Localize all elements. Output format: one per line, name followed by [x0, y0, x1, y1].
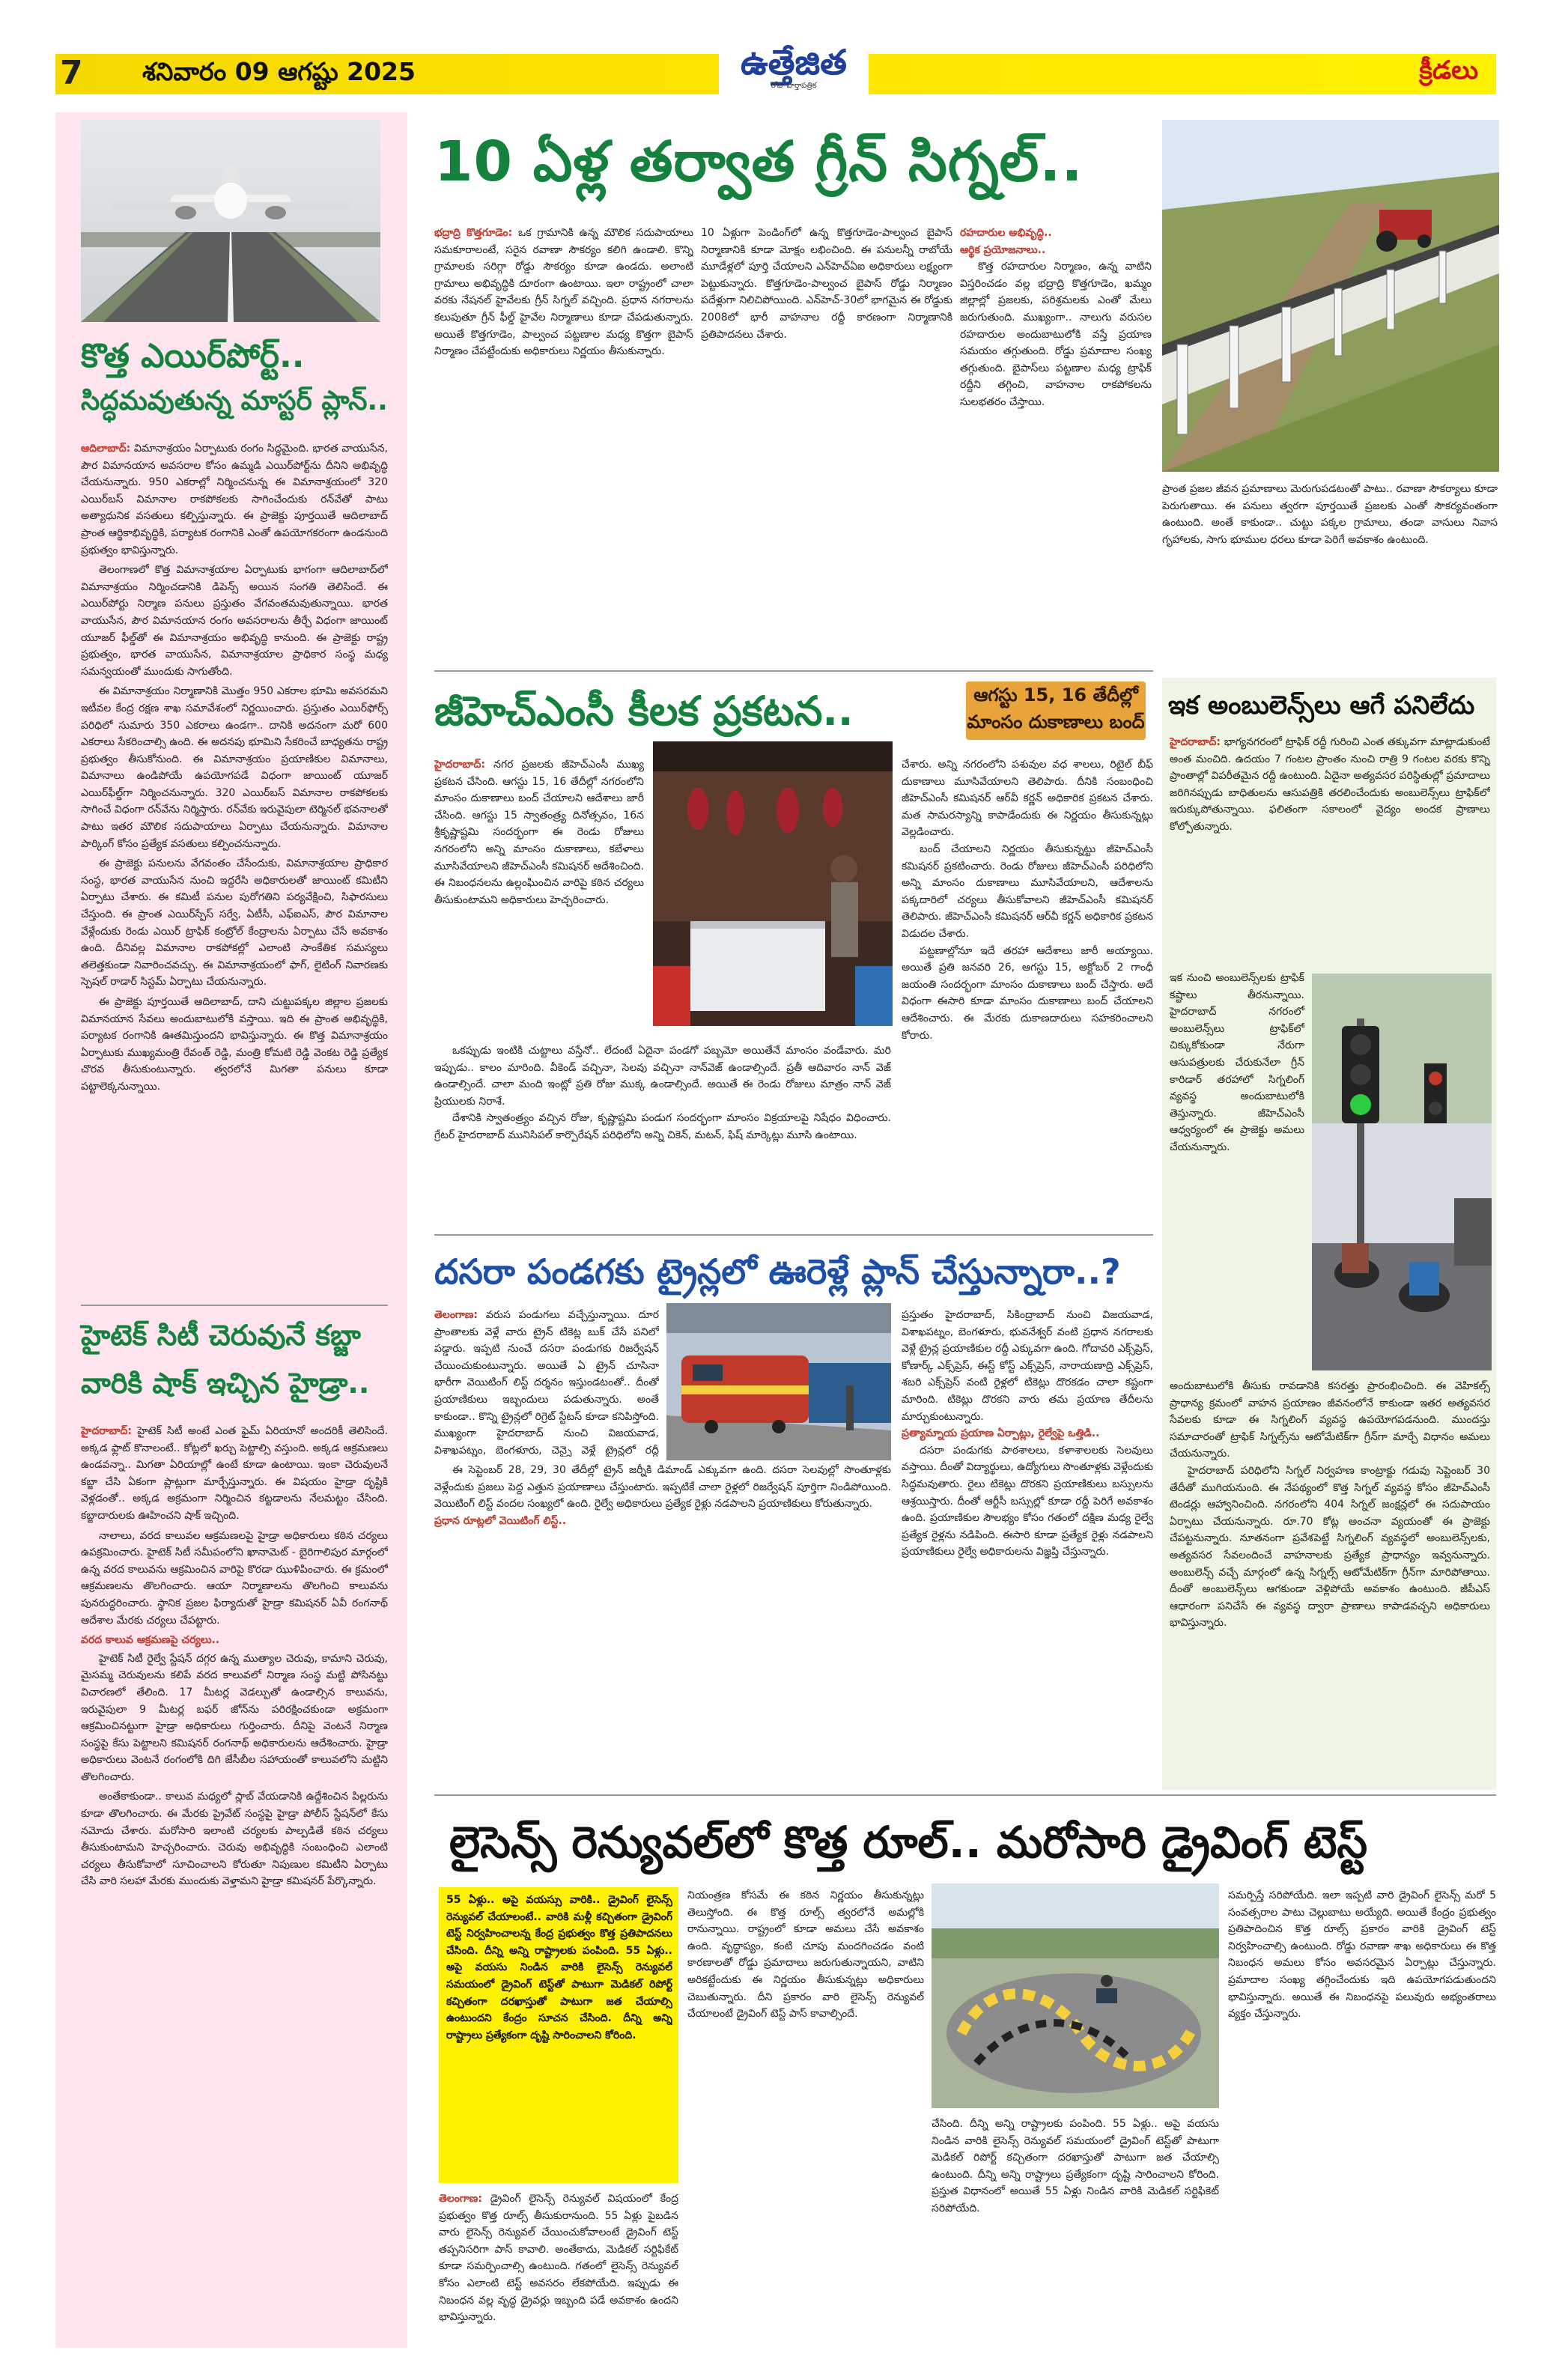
- ambulance-para-1: [1170, 734, 1490, 836]
- hydra-article: [81, 1423, 388, 2340]
- ghmc-para-5: బంద్ చేయాలని నిర్ణయం తీసుకున్నట్టు జీహెచ్ఎంసీ కమిషనర్ ప్రకటించారు. రెండు రోజులు జీహెచ్ఎంసీ పరిధిలోని అన్ని మాంసం దుకాణాలు మూసివేయాలని, ఆదేశాలను పక్కదారిలో చర్యలు తీసుకోవాలని జీహెచ్ఎంసీ కమిషనర్ తెలిపారు. జీహెచ్ఎంసీ కమిషనర్ ఆర్‌వీ కర్ణన్ అధికారిక ప్రకటన విడుదల చేశారు.: [902, 843, 1153, 940]
- license-col-2: [687, 1887, 924, 2348]
- license-col-3: [932, 2116, 1219, 2348]
- airport-headline-line1: కొత్త ఎయిర్‌పోర్ట్..: [81, 337, 305, 375]
- green-col-4: [1162, 481, 1498, 661]
- bridge-photo: [1162, 120, 1499, 472]
- ambulance-col-top: [1170, 734, 1490, 966]
- dasara-subhead: ప్రధాన రూట్లలో వెయిటింగ్ లిస్ట్..: [434, 1514, 567, 1527]
- green-para-1: [434, 225, 693, 360]
- dasara-para-4: దసరా పండుగకు పాఠశాలలు, కళాశాలలకు సెలవులు వస్తాయి. దీంతో విద్యార్థులు, ఉద్యోగులు సొంతూళ్లకు వెళ్లేందుకు సిద్ధమవుతారు. రైలు టికెట్లు దొరకని ప్రయాణికులు బస్సులను ఆశ్రయిస్తారు. దీంతో ఆర్టీసీ బస్సుల్లో కూడా రద్దీ పెరిగే అవకాశం ఉంది. ప్రయాణికుల సౌలభ్యం కోసం గతంలో దక్షిణ మధ్య రైల్వే ప్రత్యేక రైళ్లను నడిపింది. ఈసారి కూడా ప్రత్యేక రైళ్లు నడపాలని ప్రయాణికులు రైల్వే అధికారులను విజ్ఞప్తి చేస్తున్నారు.: [902, 1444, 1153, 1558]
- ghmc-para-2: ఒకప్పుడు ఇంటికి చుట్టాలు వస్తేనో.. లేదంటే ఏదైనా పండగో పబ్బమో అయితేనే మాంసం వండేవారు. మరి ఇప్పుడు.. కాలం మారింది. వీకెండ్ వచ్చినా, సెలవు వచ్చినా నాన్‌వెజ్ ఉండాల్సిందే. ప్రతీ ఆదివారం నాన్ వెజ్ ఉండాల్సిందే. చాలా మంది ఇంట్లో ప్రతి రోజు ముక్క ఉండాల్సిందే. అయితే ఈ రెండు రోజులు మాత్రం నాన్ వెజ్ ప్రియులకు నిరాశే.: [434, 1045, 891, 1108]
- green-para-2: 10 ఏళ్లుగా పెండింగ్‌లో ఉన్న కొత్తగూడెం-పాల్వంచ బైపాస్ నిర్మాణానికి కూడా మోక్షం లభించింది. ఈ పనులన్నీ రాబోయే మూడేళ్లలో పూర్తి చేయాలని ఎన్‌హెచ్‌ఏఐ అధికారులు లక్ష్యంగా పెట్టుకున్నారు. కొత్తగూడెం-పాల్వంచ బైపాస్ రోడ్డు నిర్మాణం పదేళ్లుగా నిలిచిపోయింది. ఎన్‌హెచ్-30లో భాగమైన ఈ రోడ్డుకు 2008లో భారీ వాహనాల రద్దీ కారణంగా నిర్మాణానికి ప్రతిపాదనలు చేశారు.: [701, 227, 952, 341]
- dasara-col-2: [902, 1307, 1153, 1771]
- license-highlight: [446, 1892, 672, 2180]
- ghmc-para-3: దేశానికి స్వాతంత్ర్యం వచ్చిన రోజు, కృష్ణాష్టమి పండుగ సందర్భంగా మాంసం విక్రయాలపై నిషేధం విధించారు. గ్రేటర్ హైదరాబాద్ మునిసిపల్ కార్పొరేషన్ పరిధిలోని అన్ని చికెన్, మటన్, ఫిష్ మార్కెట్లు మూసి ఉంటాయి.: [434, 1112, 891, 1141]
- driving-test-track-image: [932, 1883, 1219, 2108]
- meat-shop-image: [653, 741, 893, 1026]
- hydra-body-1: హైటెక్ సిటీ అంటే ఎంత ఫైమ్ ఏరియానో అందరికీ తెలిసిందే. అక్కడ ఫ్లాట్ కొనాలంటే.. కోట్లలో ఖర్చు పెట్టాల్సి వస్తుంది. అక్కడ ఆక్రమణలు ఉండవన్నా.. మిగతా ఏరియాల్లో ఉంటే కూడా ఉంటాయి. ఇంకా చెరువులనే కబ్జా చేసి ఏకంగా ప్లాట్లుగా మార్చేస్తున్నారు. ఈ విషయం హైడ్రా దృష్టికి వెళ్లడంతో.. అక్కడ అక్రమంగా నిర్మించిన కట్టడాలను నేలమట్టం చేసింది. కబ్జాదారులకు ఊహించని షాక్ ఇచ్చింది.: [81, 1425, 388, 1522]
- ambulance-col-mid: [1170, 970, 1304, 1374]
- ghmc-col-2: [902, 756, 1153, 1228]
- airplane-runway-image: [81, 120, 380, 322]
- logo-title: ఉత్తేజిత: [741, 42, 847, 82]
- green-col-3: [960, 225, 1152, 667]
- divider-dasara-license: [434, 1794, 1496, 1796]
- hydra-headline-line1: హైటెక్ సిటీ చెరువునే కబ్జా: [81, 1319, 361, 1352]
- hydra-para-2: నాలాలు, వరద కాలువల ఆక్రమణలపై హైడ్రా అధికారులు కఠిన చర్యలు ఉపక్రమించారు. హైటెక్ సిటీ సమీపంలోని ఖానామెట్ - బైరిగాలిపుర మార్గంలో ఉన్న వరద కాలువను ఆక్రమించిన వారిపై కొరడా ఝుళిపించారు. ఈ క్రమంలో ఆక్రమణలను తొలగించారు. ఆయా నిర్మాణాలను తొలగించి కాలువను పునరుద్ధరించారు. స్థానిక ప్రజల ఫిర్యాదుతో హైడ్రా కమిషనర్ ఏవీ రంగనాథ్ ఆదేశాల మేరకు చర్యలు చేపట్టారు.: [81, 1529, 388, 1627]
- green-para-3: కొత్త రహదారుల నిర్మాణం, ఉన్న వాటిని విస్తరించడం వల్ల భద్రాద్రి కొత్తగూడెం, ఖమ్మం జిల్లాల్లో ప్రజలకు, పరిశ్రమలకు ఎంతో మేలు జరుగుతుంది. ముఖ్యంగా.. నాలుగు వరుసల రహదారుల అందుబాటులోకి వస్తే ప్రయాణ సమయం తగ్గుతుంది. రోడ్డు ప్రమాదాల సంఖ్య తగ్గుతుంది. బైపాస్‌లు పట్టణాల మధ్య ట్రాఫిక్ రద్దీని తగ్గించి, వాహనాల రాకపోకలను సులభతరం చేస్తాయి.: [960, 261, 1152, 408]
- ambulance-para-4: హైదరాబాద్ పరిధిలోని సిగ్నల్ నిర్వహణ కాంట్రాక్టు గడువు సెప్టెంబర్ 30 తేదీతో ముగియనుంది. ఈ నేపథ్యంలో కొత్త సిగ్నల్ వ్యవస్థ కోసం జీహెచ్ఎంసీ టెండర్లు ఆహ్వానించింది. నగరంలోని 404 సిగ్నల్ జంక్షన్లలో ఈ సదుపాయం ఏర్పాటు చేయనున్నారు. రూ.70 కోట్ల అంచనా వ్యయంతో ఈ ప్రాజెక్టు చేపట్టనున్నారు. నూతనంగా ప్రవేశపెట్టే సిగ్నలింగ్ వ్యవస్థలో అంబులెన్స్‌లకు, అత్యవసర సేవలందించే వాహనాలకు ప్రత్యేక ప్రాధాన్యం ఇవ్వనున్నారు. అంబులెన్స్ వచ్చే మార్గంలో ఉన్న సిగ్నల్స్ ఆటోమేటిక్‌గా గ్రీన్‌గా మారిపోతాయి. దీంతో అంబులెన్స్‌లు ఆగకుండా వెళ్లిపోయే అవకాశం ఉంటుంది. జీపీఎస్ ఆధారంగా పనిచేసే ఈ వ్యవస్థ ద్వారా ప్రాణాలు కాపాడవచ్చని అధికారులు భావిస్తున్నారు.: [1170, 1464, 1490, 1630]
- green-body-1: ఒక గ్రామానికి ఉన్న మౌలిక సదుపాయాలు సమకూరాలంటే, సరైన రవాణా సౌకర్యం కలిగి ఉండాలి. కొన్ని గ్రామాలకు సరిగ్గా రోడ్డు సౌకర్యం కూడా ఉండదు. అలాంటి గ్రామాలు అభివృద్ధికి దూరంగా ఉంటాయి. ఇలా రాష్ట్రంలో చాలా వరకు నేషనల్ హైవేలకు గ్రీన్ సిగ్నల్ వచ్చింది. ప్రధాన నగరాలను కలుపుతూ గ్రీన్ ఫీల్డ్ హైవేల నిర్మాణాలు కూడా చేపడుతున్నారు. అయితే కొత్తగూడెం, పాల్వంచ పట్టణాల మధ్య కొత్తగా బైపాస్ నిర్మాణం చేపట్టేందుకు అధికారులు నిర్ణయం తీసుకున్నారు.: [434, 227, 693, 358]
- green-dateline: భద్రాద్రి కొత్తగూడెం:: [434, 227, 513, 239]
- dasara-col-1-top: [434, 1307, 659, 1457]
- license-headline: లైసెన్స్ రెన్యువల్‌లో కొత్త రూల్.. మరోసారి డ్రైవింగ్ టెస్ట్: [449, 1817, 1368, 1868]
- license-highlight-text: 55 ఏళ్లు.. అపై వయస్సు వారికి.. డ్రైవింగ్ లైసెన్స్ రెన్యువల్ చేయాలంటే.. వారికి మళ్లీ కచ్చితంగా డ్రైవింగ్ టెస్ట్ నిర్వహించాలన్న కేంద్ర ప్రభుత్వం కొత్త ప్రతిపాదనలు చేసింది. దీన్ని అన్ని రాష్ట్రాలకు పంపింది. 55 ఏళ్లు.. అపై వయసు నిండిన వారికి లైసెన్స్ రెన్యువల్ సమయంలో డ్రైవింగ్ టెస్ట్‌తో పాటుగా మెడికల్ రిపోర్ట్ కచ్చితంగా దరఖాస్తుతో పాటుగా జత చేయాల్సి ఉంటుందని కేంద్రం సూచన చేసింది. దీన్ని అన్ని రాష్ట్రాలు ప్రత్యేకంగా దృష్టి సారించాలని కోరింది.: [446, 1894, 672, 2041]
- dasara-para-2: ఈ సెప్టెంబర్ 28, 29, 30 తేదీల్లో ట్రైన్ జర్నీకి డిమాండ్ ఎక్కువగా ఉంది. దసరా సెలవుల్లో సొంతూళ్లకు వెళ్లేందుకు ప్రజలు పెద్ద ఎత్తున ప్రయాణాలు చేస్తుంటారు. ఇప్పటికే చాలా రైళ్లలో రిజర్వేషన్ పూర్తిగా నిండిపోయింది. వెయిటింగ్ లిస్ట్ వందల సంఖ్యలో ఉంది. రైల్వే అధికారులు ప్రత్యేక రైళ్లు నడపాలని ప్రయాణికులు కోరుతున్నారు.: [434, 1464, 891, 1511]
- bridge-construction-image: [1162, 120, 1499, 472]
- sidebar-divider: [81, 1305, 388, 1306]
- license-col-1: [439, 2191, 678, 2348]
- ghmc-badge: [966, 681, 1146, 740]
- train-station-image: [666, 1303, 891, 1460]
- ghmc-badge-line1: ఆగస్టు 15, 16 తేదీల్లో: [973, 684, 1138, 705]
- license-para-4: సమర్పిస్తే సరిపోయేది. ఇలా ఇప్పటి వారి డ్రైవింగ్ లైసెన్స్ మరో 5 సంవత్సరాల పాటు చెల్లుబాటు అయ్యేది. అయితే కేంద్రం ప్రభుత్వం ప్రతిపాదించిన కొత్త రూల్స్ ప్రకారం వారికి డ్రైవింగ్ టెస్ట్ నిర్వహించాల్సి ఉంటుంది. రోడ్డు రవాణా శాఖ అధికారులు ఈ కొత్త నిబంధన అమలు కోసం అవసరమైన ఏర్పాట్లు చేస్తున్నారు. ప్రమాదాల సంఖ్య తగ్గించేందుకు ఇది ఉపయోగపడుతుందని భావిస్తున్నారు. అయితే ఈ నిబంధనపై పలువురు అభ్యంతరాలు వ్యక్తం చేస్తున్నారు.: [1228, 1889, 1496, 2021]
- license-para-2: నియంత్రణ కోసమే ఈ కఠిన నిర్ణయం తీసుకున్నట్లు తెలుస్తోంది. ఈ కొత్త రూల్స్ త్వరలోనే అమల్లోకి రానున్నాయి. రాష్ట్రంలో కూడా అమలు చేసే అవకాశం ఉంది. వృద్ధాప్యం, కంటి చూపు మందగించడం వంటి కారణాలతో రోడ్డు ప్రమాదాలు జరుగుతున్నాయని, వాటిని అరికట్టేందుకు ఈ నిర్ణయం తీసుకున్నట్లు అధికారులు చెబుతున్నారు. దీని ప్రకారం వారి లైసెన్స్ రెన్యువల్ చేయాలంటే డ్రైవింగ్ టెస్ట్ పాస్ కావాల్సిందే.: [687, 1889, 924, 2021]
- green-dateline-2: రహదారుల అభివృద్ధి..: [960, 227, 1052, 239]
- ambulance-dateline: హైదరాబాద్:: [1170, 736, 1221, 748]
- ambulance-col-bottom: [1170, 1378, 1490, 1786]
- page-number: 7: [60, 54, 83, 92]
- airport-para-5: ఈ ప్రాజెక్టు పూర్తయితే ఆదిలాబాద్, దాని చుట్టుపక్కల జిల్లాల ప్రజలకు విమానయాన సేవలు అందుబాటులోకి వస్తాయి. ఇది ఈ ప్రాంత అభివృద్ధికి, పర్యాటక రంగానికి ఊతమిస్తుందని భావిస్తున్నారు. ఈ కొత్త విమానాశ్రయం ఏర్పాటుకు ముఖ్యమంత్రి రేవంత్ రెడ్డి, మంత్రి కోమటి రెడ్డి వెంకట రెడ్డి ప్రత్యేక చొరవ తీసుకుంటున్నారు. త్వరలోనే మిగతా పనులు కూడా పట్టాలెక్కనున్నాయి.: [81, 996, 388, 1093]
- green-col-1: [434, 225, 693, 667]
- ghmc-para-4: చేశారు. అన్ని నగరంలోని పశువుల వధ శాలలు, రిటైల్ బీఫ్ దుకాణాలు మూసివేయాలని తెలిపారు. దీనికి సంబంధించి జీహెచ్ఎంసీ కమిషనర్ ఆర్‌వీ కర్ణన్ అధికారిక ప్రకటన చేశారు. మత సామరస్యాన్ని కాపాడేందుకు ఈ నిర్ణయం తీసుకున్నట్లు వెల్లడించారు.: [902, 759, 1153, 839]
- license-dateline: తెలంగాణ:: [439, 2193, 482, 2205]
- divider-green-ghmc: [434, 670, 1153, 672]
- airport-para-1: [81, 440, 388, 559]
- license-para-3: చేసింది. దీన్ని అన్ని రాష్ట్రాలకు పంపింది. 55 ఏళ్లు.. అపై వయసు నిండిన వారికి లైసెన్స్ రెన్యువల్ సమయంలో డ్రైవింగ్ టెస్ట్‌తో పాటుగా మెడికల్ రిపోర్ట్ కచ్చితంగా దరఖాస్తుతో పాటుగా జత చేయాల్సి ఉంటుంది. దీన్ని అన్ని రాష్ట్రాలు ప్రత్యేకంగా దృష్టి సారించాలని కోరింది. ప్రస్తుత విధానంలో అయితే 55 ఏళ్లు నిండిన వారికి మెడికల్ సర్టిఫికెట్ సరిపోయేది.: [932, 2118, 1219, 2214]
- section-label: క్రీడలు: [1419, 55, 1478, 85]
- hydra-headline-line2: వారికి షాక్ ఇచ్చిన హైడ్రా..: [81, 1367, 370, 1400]
- airport-para-4: ఈ ప్రాజెక్టు పనులను వేగవంతం చేసేందుకు, విమానాశ్రయాల ప్రాధికార సంస్థ, భారత వాయుసేన నుంచి ఇద్దరేసి అధికారులతో జాయింట్ కమిటీని ఏర్పాటు చేశారు. ఈ కమిటీ పనుల పురోగతిని పర్యవేక్షించి, సిఫారసులు చేస్తుంది. ఈ ప్రాంత ఎయిర్‌స్పేస్ సర్వే, ఏటీసీ, ఎఫ్ఐఎస్, పౌర విమానాల వేళ్లేందుకు రెండు ఎయిర్ ట్రాఫిక్ కంట్రోల్ కేంద్రాలను ఏర్పాటు చేసే అవకాశం ఉంది. దీనివల్ల విమానాల రాకపోకల్లో ఎలాంటి సాంకేతిక సమస్యలు తలెత్తకుండా నివారించవచ్చు. ఈ విమానాశ్రయంలో ఫాగ్, లైటింగ్ నివారణకు స్పెషల్ రాడార్ సిస్టమ్ ఏర్పాటు చేయనున్నారు.: [81, 857, 388, 989]
- ghmc-headline: జీహెచ్ఎంసీ కీలక ప్రకటన..: [434, 687, 854, 735]
- ghmc-para-6: పట్టణాల్లోనూ ఇదే తరహా ఆదేశాలు జారీ అయ్యాయి. అయితే ప్రతి జనవరి 26, ఆగస్టు 15, అక్టోబర్ 2 గాంధీ జయంతి సందర్భంగా మాంసం దుకాణాలు బంద్ చేస్తారు. అదే విధంగా ఈసారి కూడా మాంసం దుకాణాలు బంద్ చేయాలని ఆదేశించారు. ఈ మేరకు దుకాణదారులు సహకరించాలని కోరారు.: [902, 944, 1153, 1042]
- meat-shop-photo: [653, 741, 893, 1026]
- green-col-2: [701, 225, 952, 667]
- hydra-para-1: [81, 1423, 388, 1525]
- green-subhead: ఆర్థిక ప్రయోజనాలు..: [960, 243, 1046, 256]
- hydra-para-3: హైటెక్ సిటీ రైల్వే స్టేషన్ దగ్గర ఉన్న ముత్యాల చెరువు, కామాని చెరువు, మైసమ్మ చెరువులను కలిపే వరద కాలువలో నిర్మాణ సంస్థ మట్టి పోసినట్టు విచారణలో తేలింది. 17 మీటర్ల వెడల్పుతో ఉండాల్సిన కాలువను, ఇరువైపులా 9 మీటర్ల బఫర్ జోన్‌ను పరిరక్షించకుండా అక్రమంగా ఆక్రమించినట్టుగా హైడ్రా అధికారులు గుర్తించారు. దీనిపై వెంటనే నిర్మాణ సంస్థపై కేసు పెట్టాలని కమిషనర్ రంగనాథ్ అధికారులను ఆదేశించారు. హైడ్రా అధికారులు వెంటనే రంగంలోకి దిగి జేసీబీల సహాయంతో కాలువలోని మట్టిని తొలగించారు.: [81, 1652, 388, 1783]
- green-para-4: ప్రాంత ప్రజల జీవన ప్రమాణాలు మెరుగుపడటంతో పాటు.. రవాణా సౌకర్యాలు కూడా పెరుగుతాయి. ఈ పనులు త్వరగా పూర్తయితే ప్రజలకు ఎంతో సౌకర్యవంతంగా ఉంటుంది. అంతే కాకుండా.. చుట్టు పక్కల గ్రామాలు, తండా వాసులు నివాస గృహాలకు, సాగు భూముల ధరలు కూడా పెరిగే అవకాశం ఉంటుంది.: [1162, 483, 1498, 546]
- green-signal-headline: 10 ఏళ్ల తర్వాత గ్రీన్ సిగ్నల్..: [434, 130, 1084, 194]
- logo-subtitle: రోజు వార్తాపత్రిక: [771, 82, 817, 90]
- ghmc-dateline: హైదరాబాద్:: [434, 759, 485, 771]
- ambulance-para-3: అందుబాటులోకి తీసుకు రావడానికి కసరత్తు ప్రారంభించింది. ఈ వెహికల్స్ ప్రాధాన్య క్రమంలో వాహన ప్రయాణం జీవనంలోనే కాకుండా ఇతర అత్యవసర సేవలకు కూడా ఈ సిగ్నలింగ్ వ్యవస్థ ఉపయోగపడనుంది. ముందస్తు సమాచారంతో ట్రాఫిక్ సిగ్నల్స్‌ను ఆటోమేటిక్‌గా గ్రీన్‌గా మార్చే విధానం అమలు చేయనున్నారు.: [1170, 1380, 1490, 1460]
- dasara-col-1-bottom: [434, 1462, 891, 1761]
- airport-para-2: తెలంగాణలో కొత్త విమానాశ్రయాల ఏర్పాటుకు భాగంగా ఆదిలాబాద్‌లో విమానాశ్రయం నిర్మించడానికి డిపెన్స్ అయిన సంగతి తెలిసిందే. ఈ ఎయిర్‌పోర్టు నిర్మాణ పనులు ప్రస్తుతం వేగవంతమవుతున్నాయి. భారత వాయుసేన, పౌర విమానయాన రంగం అవసరాలను తీర్చే విధంగా జాయింట్ యూజర్ ఫీల్డ్‌తో ఈ విమానాశ్రయం అభివృద్ధి కానుంది. ఈ ప్రాజెక్టు రాష్ట్ర ప్రభుత్వం, భారత వాయుసేన, విమానాశ్రయాల ప్రాధికార సంస్థ మధ్య సమన్వయంతో ముందుకు సాగుతోంది.: [81, 564, 388, 678]
- traffic-signal-photo: [1312, 974, 1492, 1370]
- airport-para-3: ఈ విమానాశ్రయం నిర్మాణానికి మొత్తం 950 ఎకరాల భూమి అవసరమని ఇటీవల కేంద్ర రక్షణ శాఖ సమావేశంలో నిర్ణయించారు. ప్రస్తుతం ఎయిర్‌ఫోర్స్ పరిధిలో సుమారు 350 ఎకరాలు ఉండగా.. దానికి అదనంగా మరో 600 ఎకరాలు సేకరించాల్సి ఉంది. ఈ అదనపు భూమిని సేకరించే బాధ్యతను రాష్ట్ర ప్రభుత్వం తీసుకోనుంది. ఈ విమానాశ్రయం ప్రయాణికుల విమానాలు, విమానాలు ఉండిపోయే ఉపయోగపడే విధంగా జాయింట్ యూజర్ ఎయిర్‌ఫీల్డ్‌గా నిర్మించనున్నారు. 320 ఎయిర్‌బస్ విమానాల రాకపోకలకు సాగించే విధంగా రన్‌వేను నిర్మిస్తారు. రన్‌వేకు ఇరువైపులా టెర్మినల్ భవనాలతో పాటు ఇతర మౌలిక సదుపాయాలు ఏర్పాటు చేయనున్నారు. విమానాల పార్కింగ్ కోసం ప్రత్యేక వసతులు కల్పించనున్నారు.: [81, 685, 388, 850]
- dasara-headline: దసరా పండగకు ట్రైన్లలో ఊరెళ్లే ప్లాన్ చేస్తున్నారా..?: [434, 1251, 1121, 1292]
- hydra-para-4: అంతేకాకుండా.. కాలువ మధ్యలో స్లాబ్ వేయడానికి ఉద్దేశించిన పిల్లరును కూడా తొలగించారు. ఈ మేరకు ప్రైవేట్ సంస్థపై హైడ్రా పోలీస్ స్టేషన్‌లో కేసు నమోదు చేశారు. మరోసారి ఇలాంటి చర్యలకు పాల్పడితే కఠిన చర్యలు తీసుకుంటామని హెచ్చరించారు. చెరువు అభివృద్ధికి సంబంధించి ఎలాంటి చర్యలు తీసుకోవాలో సూచించాలని కోరుతూ నిపుణుల కమిటీని ఏర్పాటు చేసి వారి సలహా మేరకు ముందుకు వెళ్తామని హైడ్రా కమిషనర్ పేర్కొన్నారు.: [81, 1791, 388, 1888]
- ambulance-body-1: భాగ్యనగరంలో ట్రాఫిక్ రద్దీ గురించి ఎంత తక్కువగా మాట్లాడుకుంటే అంత మంచిది. ఉదయం 7 గంటల ప్రాంతం నుంచి రాత్రి 9 గంటల వరకు కొన్ని ప్రాంతాల్లో విపరీతమైన రద్దీ ఉంటుంది. ఏదైనా అత్యవసర పరిస్థితుల్లో ప్రమాదాలు జరిగినప్పుడు బాధితులను ఆసుపత్రికి తరలించేందుకు అంబులెన్స్‌లు ట్రాఫిక్‌లో ఇరుక్కుపోతున్నాయి. ఫలితంగా సకాలంలో వైద్యం అందక ప్రాణాలు కోల్పోతున్నారు.: [1170, 736, 1490, 833]
- airport-article: [81, 440, 388, 1302]
- newspaper-logo: [719, 43, 869, 105]
- driving-test-photo: [932, 1883, 1219, 2108]
- ghmc-para-1: [434, 756, 644, 908]
- issue-date: శనివారం 09 ఆగష్టు 2025: [142, 57, 416, 86]
- ambulance-headline: ఇక అంబులెన్స్‌లు ఆగే పనిలేదు: [1168, 690, 1475, 720]
- ghmc-body-1: నగర ప్రజలకు జీహెచ్ఎంసీ ముఖ్య ప్రకటన చేసింది. ఆగస్టు 15, 16 తేదీల్లో నగరంలోని మాంసం దుకాణాలు బంద్ చేయాలని ఆదేశాలు జారీ చేసింది. ఆగస్టు 15 స్వాతంత్ర్య దినోత్సవం, 16న శ్రీకృష్ణాష్టమి సందర్భంగా ఈ రెండు రోజులు నగరంలోని అన్ని మాంసం దుకాణాలు, కబేళాలు మూసివేయాలని జీహెచ్ఎంసీ కమిషనర్ ఆదేశించింది. ఈ నిబంధనలను ఉల్లంఘించిన వారిపై కఠిన చర్యలు తీసుకుంటామని అధికారులు హెచ్చరించారు.: [434, 759, 644, 906]
- dasara-para-1: [434, 1307, 659, 1457]
- hydra-dateline: హైదరాబాద్:: [81, 1425, 132, 1437]
- train-photo: [666, 1303, 891, 1460]
- divider-ghmc-dasara: [434, 1234, 1153, 1236]
- ambulance-para-2: ఇక నుంచి అంబులెన్స్‌లకు ట్రాఫిక్ కష్టాలు తీరనున్నాయి. హైదరాబాద్ నగరంలో అంబులెన్స్‌లు ట్రాఫిక్‌లో చిక్కుకోకుండా నేరుగా ఆసుపత్రులకు చేరుకునేలా గ్రీన్ కారిడార్ తరహాలో సిగ్నలింగ్ వ్యవస్థ అందుబాటులోకి తెస్తున్నారు. జీహెచ్ఎంసీ ఆధ్వర్యంలో ఈ ప్రాజెక్టు అమలు చేయనున్నారు.: [1170, 972, 1304, 1153]
- airport-photo: [81, 120, 380, 322]
- traffic-signal-image: [1312, 974, 1492, 1370]
- dasara-dateline: తెలంగాణ:: [434, 1309, 478, 1321]
- license-body-1: డ్రైవింగ్ లైసెన్స్ రెన్యువల్ విషయంలో కేంద్ర ప్రభుత్వం కొత్త రూల్స్ తీసుకురానుంది. 55 ఏళ్లు పైబడిన వారు లైసెన్స్ రెన్యువల్ చేయించుకోవాలంటే డ్రైవింగ్ టెస్ట్ తప్పనిసరిగా పాస్ కావాలి. అంతేకాదు, మెడికల్ సర్టిఫికేట్ కూడా సమర్పించాల్సి ఉంటుంది. గతంలో లైసెన్స్ రెన్యువల్ కోసం ఎలాంటి టెస్ట్ అవసరం లేకపోయేది. ఇప్పుడు ఈ నిబంధన వల్ల వృద్ధ డ్రైవర్లు ఇబ్బంది పడే అవకాశం ఉందని భావిస్తున్నారు.: [439, 2193, 678, 2324]
- dasara-body-1: వరుస పండుగలు వచ్చేస్తున్నాయి. దూర ప్రాంతాలకు వెళ్లే వారు ట్రైన్ టికెట్ల బుక్ చేసే పనిలో పడ్డారు. ఇప్పటి నుంచే దసరా పండుగకు రిజర్వేషన్ చేయించుకుంటున్నారు. అయితే ఏ ట్రైన్ చూసినా భారీగా వెయిటింగ్ లిస్ట్ దర్శనం ఇస్తుండటంతో.. దీంతో ప్రయాణికులు ఇబ్బందులు పడుతున్నారు. అంతే కాకుండా.. కొన్ని ట్రైన్లలో రిగ్రెట్ స్టేటస్ కూడా కనిపిస్తోంది. ముఖ్యంగా హైదరాబాద్ నుంచి విజయవాడ, విశాఖపట్నం, బెంగళూరు, చెన్నై వెళ్లే ట్రైన్లలో రద్దీ: [434, 1309, 659, 1457]
- airport-body-1: విమానాశ్రయం ఏర్పాటుకు రంగం సిద్ధమైంది. భారత వాయుసేన, పౌర విమానయాన అవసరాల కోసం ఉమ్మడి ఎయిర్‌పోర్ట్‌ను దీనిని అభివృద్ధి చేయనున్నారు. 950 ఎకరాల్లో నిర్మించనున్న ఈ విమానాశ్రయంలో 320 ఎయిర్‌బస్ విమానాల రాకపోకలకు సాగించేందుకు రన్‌వేతో పాటు అత్యాధునిక వసతులు కల్పిస్తున్నారు. ఈ ప్రాజెక్టు పూర్తయితే ఆదిలాబాద్ ప్రాంత ఆర్థికాభివృద్ధికి, పర్యాటక రంగానికి ఎంతో ఉపయోగకరంగా ఉండనుంది ప్రభుత్వం భావిస్తున్నారు.: [81, 443, 388, 556]
- dasara-subhead-2: ప్రత్యామ్నాయ ప్రయాణ ఏర్పాట్లు, రైల్వేపై ఒత్తిడి..: [902, 1427, 1100, 1440]
- ghmc-col-1-bottom: [434, 1042, 891, 1230]
- airport-headline-line2: సిద్ధమవుతున్న మాస్టర్ ప్లాన్..: [81, 386, 388, 416]
- hydra-subhead: వరద కాలువ ఆక్రమణపై చర్యలు..: [81, 1634, 220, 1647]
- ghmc-col-1-top: [434, 756, 644, 1041]
- airport-dateline: ఆదిలాబాద్:: [81, 443, 131, 455]
- license-col-4: [1228, 1887, 1496, 2348]
- ghmc-badge-line2: మాంసం దుకాణాలు బంద్: [967, 711, 1145, 732]
- dasara-para-3: ప్రస్తుతం హైదరాబాద్, సికింద్రాబాద్ నుంచి విజయవాడ, విశాఖపట్నం, బెంగళూరు, భువనేశ్వర్ వంటి ప్రధాన నగరాలకు వెళ్లే ట్రైన్ల ప్రయాణికుల రద్దీ ఎక్కువగా ఉంది. గోదావరి ఎక్స్‌ప్రెస్, కోణార్క్ ఎక్స్‌ప్రెస్, ఈస్ట్ కోస్ట్ ఎక్స్‌ప్రెస్, నారాయణాద్రి ఎక్స్‌ప్రెస్, శబరి ఎక్స్‌ప్రెస్ వంటి రైళ్లలో టికెట్లు దొరకడం చాలా కష్టంగా మారింది. టికెట్లు దొరకని వారు తమ ప్రయాణ తేదీలను మార్చుకుంటున్నారు.: [902, 1309, 1153, 1423]
- license-para-1: [439, 2191, 678, 2326]
